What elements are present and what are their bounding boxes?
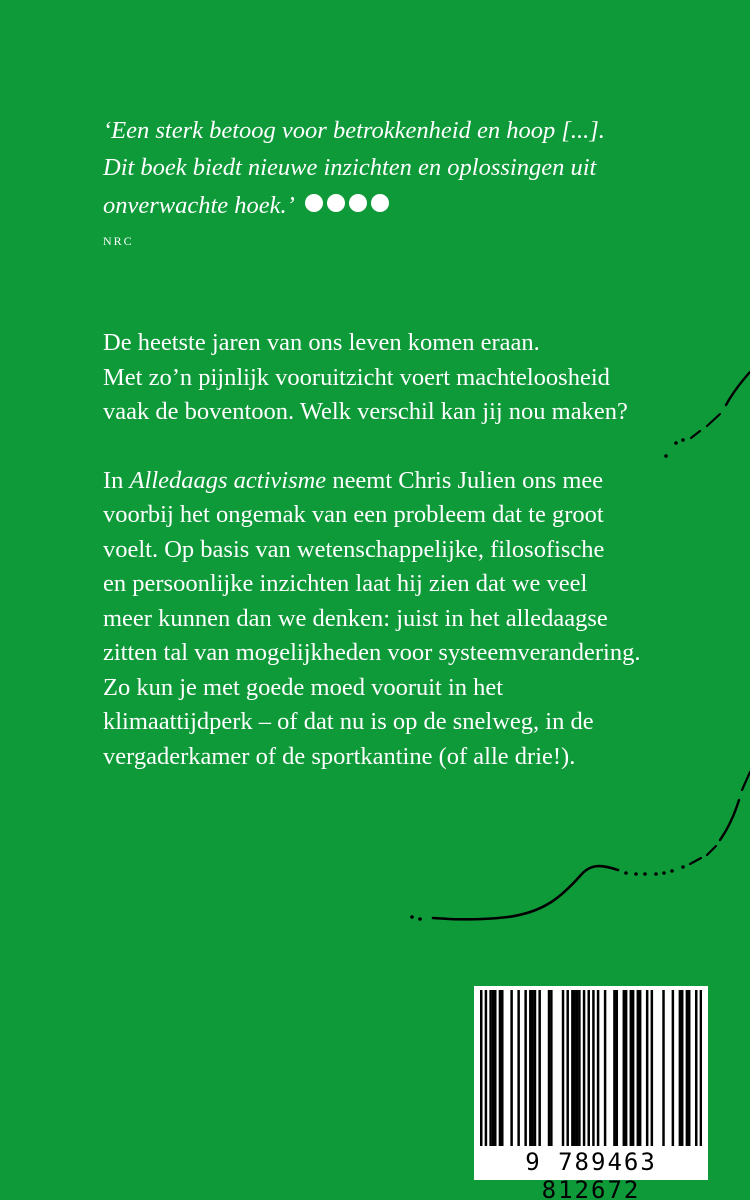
barcode-bar bbox=[480, 990, 482, 1146]
book-title: Alledaags activisme bbox=[129, 466, 327, 494]
review-source: NRC bbox=[103, 234, 134, 248]
barcode-bar bbox=[550, 990, 552, 1146]
barcode-bar bbox=[632, 990, 634, 1146]
barcode-bar bbox=[637, 990, 639, 1146]
barcode-bar bbox=[651, 990, 653, 1146]
wave-dot bbox=[681, 438, 685, 442]
barcode-bar bbox=[616, 990, 618, 1146]
barcode-bar bbox=[613, 990, 615, 1146]
barcode-bar bbox=[662, 990, 664, 1146]
barcode-bar bbox=[531, 990, 533, 1146]
barcode-bar bbox=[485, 990, 487, 1146]
barcode-bar bbox=[517, 990, 519, 1146]
barcode-bar bbox=[489, 990, 491, 1146]
barcode-bar bbox=[578, 990, 580, 1146]
intro-line-1: De heetste jaren van ons leven komen eraan. bbox=[103, 329, 540, 356]
barcode-bar bbox=[573, 990, 575, 1146]
barcode-bar bbox=[597, 990, 599, 1146]
wave-dot bbox=[670, 869, 674, 873]
description-suffix: neemt Chris Julien ons mee bbox=[326, 466, 604, 494]
wave-dot bbox=[624, 871, 628, 875]
barcode-bar bbox=[686, 990, 688, 1146]
barcode-bar bbox=[492, 990, 494, 1146]
wave-top-curve bbox=[726, 372, 750, 405]
barcode-bar bbox=[625, 990, 627, 1146]
intro-line-3: vaak de boventoon. Welk verschil kan jij nou maken? bbox=[103, 398, 628, 425]
description-line-8: klimaattijdperk – of dat nu is op de snelweg, in de bbox=[103, 708, 594, 735]
barcode-bar bbox=[529, 990, 531, 1146]
barcode-bar bbox=[501, 990, 503, 1146]
barcode-bar bbox=[695, 990, 697, 1146]
barcode-bars bbox=[480, 990, 702, 1146]
barcode-bar bbox=[494, 990, 496, 1146]
barcode-bar bbox=[538, 990, 540, 1146]
description-prefix: In bbox=[103, 466, 130, 494]
barcode bbox=[474, 986, 708, 1200]
barcode-bar bbox=[681, 990, 683, 1146]
description-line-7: Zo kun je met goede moed vooruit in het bbox=[103, 673, 504, 701]
wave-dot bbox=[410, 915, 414, 919]
wave-dot bbox=[681, 865, 685, 869]
barcode-bar bbox=[679, 990, 681, 1146]
barcode-bar bbox=[566, 990, 568, 1146]
wave-dot bbox=[664, 454, 668, 458]
barcode-bar bbox=[562, 990, 564, 1146]
barcode-bar bbox=[672, 990, 674, 1146]
barcode-bar bbox=[587, 990, 589, 1146]
description-line-9: vergaderkamer of de sportkantine (of alle drie!). bbox=[103, 742, 576, 770]
barcode-bar bbox=[571, 990, 573, 1146]
barcode-bar bbox=[576, 990, 578, 1146]
barcode-bar bbox=[639, 990, 641, 1146]
barcode-bar bbox=[548, 990, 550, 1146]
wave-dot bbox=[418, 917, 422, 921]
quote-line-3-text: onverwachte hoek.’ bbox=[103, 192, 295, 219]
description-line-3: voelt. Op basis van wetenschappelijke, filosofische bbox=[103, 535, 605, 563]
barcode-bar bbox=[592, 990, 594, 1146]
description-line-6: zitten tal van mogelijkheden voor systeemverandering. bbox=[103, 639, 641, 666]
barcode-bar bbox=[510, 990, 512, 1146]
barcode-bar bbox=[524, 990, 526, 1146]
wave-dot bbox=[654, 872, 658, 876]
barcode-bar bbox=[630, 990, 632, 1146]
isbn-number: 9 789463 812672 bbox=[525, 1148, 657, 1200]
wave-middle-dashes bbox=[690, 846, 716, 864]
barcode-bar bbox=[604, 990, 606, 1146]
wave-main-curve bbox=[433, 866, 618, 919]
wave-dot bbox=[634, 872, 638, 876]
barcode-bar bbox=[583, 990, 585, 1146]
barcode-bar bbox=[499, 990, 501, 1146]
description-line-2: voorbij het ongemak van een probleem dat te groot bbox=[103, 501, 604, 528]
quote-line-2: Dit boek biedt nieuwe inzichten en oplossingen uit bbox=[103, 154, 597, 181]
wave-right-curve bbox=[720, 800, 739, 840]
wave-top-dashes bbox=[691, 414, 720, 438]
barcode-bar bbox=[646, 990, 648, 1146]
quote-line-1: ‘Een sterk betoog voor betrokkenheid en hoop [...]. bbox=[103, 117, 605, 144]
intro-line-2: Met zo’n pijnlijk vooruitzicht voert machteloosheid bbox=[103, 363, 610, 391]
description-line-5: meer kunnen dan we denken: juist in het alledaagse bbox=[103, 604, 608, 632]
barcode-bar bbox=[700, 990, 702, 1146]
barcode-bar bbox=[623, 990, 625, 1146]
description-line-4: en persoonlijke inzichten laat hij zien dat we veel bbox=[103, 570, 588, 597]
barcode-bar bbox=[534, 990, 536, 1146]
wave-dot bbox=[674, 441, 678, 445]
wave-right-dash bbox=[742, 772, 750, 790]
wave-dot bbox=[643, 872, 647, 876]
barcode-bar bbox=[688, 990, 690, 1146]
wave-dot bbox=[662, 871, 666, 875]
